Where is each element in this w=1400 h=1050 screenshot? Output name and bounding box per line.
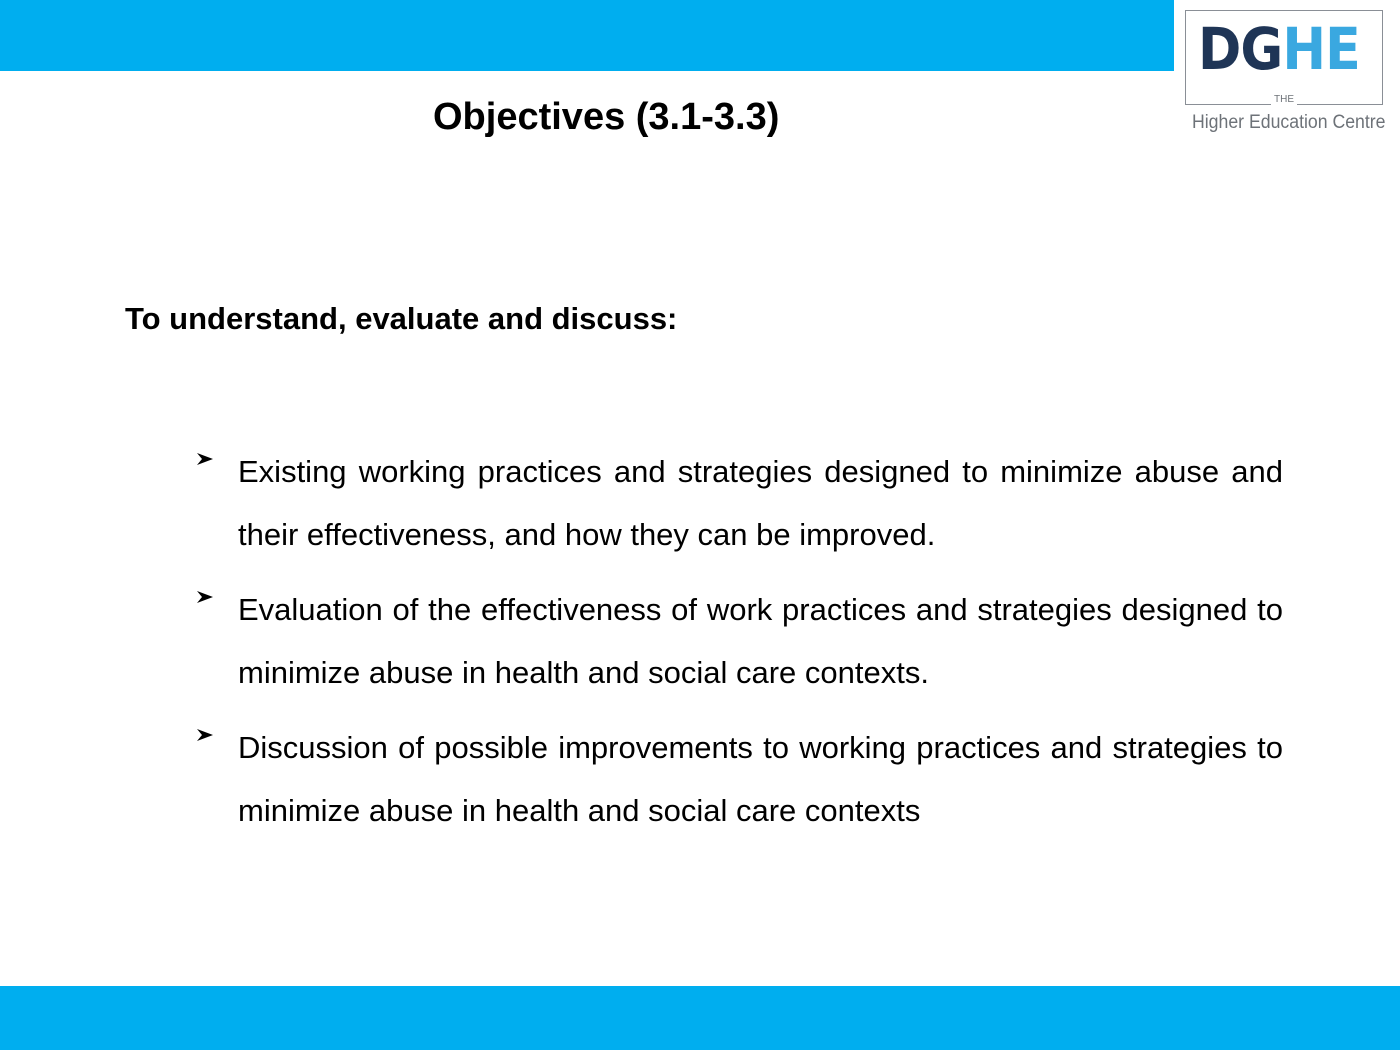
arrowhead-bullet-icon bbox=[196, 590, 214, 604]
arrowhead-bullet-icon bbox=[196, 728, 214, 742]
objective-item bbox=[196, 578, 1283, 704]
objective-item bbox=[196, 716, 1283, 842]
logo-wordmark bbox=[1198, 17, 1360, 81]
dghe-logo bbox=[1185, 10, 1385, 138]
logo-letters-light: HE bbox=[1282, 15, 1360, 83]
objective-text: Evaluation of the effectiveness of work practices and strategies designed to minimize abuse in health and social care contexts. bbox=[238, 592, 1283, 690]
arrowhead-bullet-icon bbox=[196, 452, 214, 466]
objective-item bbox=[196, 440, 1283, 566]
top-banner-band bbox=[0, 0, 1174, 71]
logo-letters-dark: DG bbox=[1198, 15, 1283, 83]
intro-heading: To understand, evaluate and discuss: bbox=[125, 301, 678, 336]
logo-frame bbox=[1185, 10, 1383, 105]
slide-title: Objectives (3.1-3.3) bbox=[433, 96, 780, 138]
bottom-banner-band bbox=[0, 986, 1400, 1050]
objective-text: Discussion of possible improvements to working practices and strategies to minimize abuse in health and social care contexts bbox=[238, 730, 1283, 828]
objective-text: Existing working practices and strategies designed to minimize abuse and their effectiveness, and how they can be improved. bbox=[238, 454, 1283, 552]
objectives-list bbox=[196, 440, 1283, 854]
logo-caption: Higher Education Centre bbox=[1192, 112, 1386, 133]
logo-the: THE bbox=[1185, 94, 1383, 106]
